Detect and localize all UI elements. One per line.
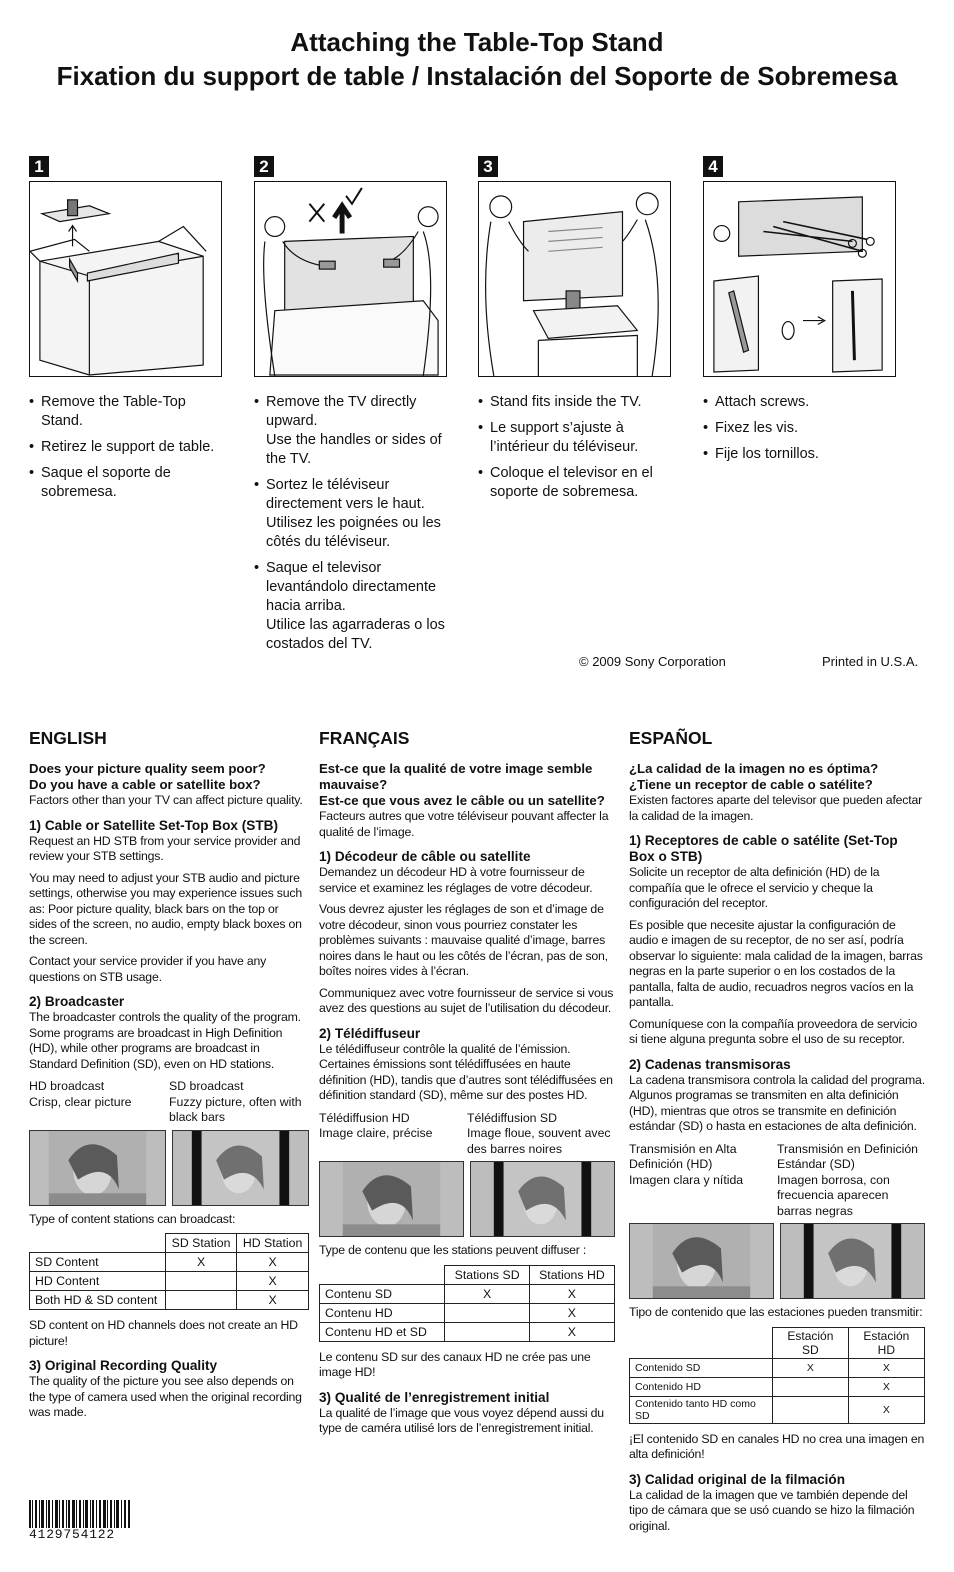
table-cell: X: [165, 1253, 236, 1272]
table-caption: Type de contenu que les stations peuvent diffuser :: [319, 1243, 587, 1257]
section-heading-1: 1) Décodeur de câble ou satellite: [319, 849, 531, 864]
paragraph: The broadcaster controls the quality of the program. Some programs are broadcast in High Definition (HD), while other programs are broadcast in Standard Definition (SD), even on HD stations.: [29, 1010, 301, 1071]
note-text: SD content on HD channels does not create an HD picture!: [29, 1318, 298, 1348]
table-cell: Contenu HD et SD: [320, 1322, 445, 1341]
paragraph: Es posible que necesite ajustar la configuración de audio e imagen de su receptor, de no ser así, podría observar lo siguiente: mala calidad de la imagen, barras negras en la parte superior o en los costados de la pantalla, falta de audio, recuadros negros vacíos en la pantalla.: [629, 917, 923, 1009]
french-column: [319, 728, 615, 1437]
table-cell: SD Content: [30, 1253, 166, 1272]
content-table: [29, 1233, 309, 1310]
broadcast-labels: [319, 1111, 615, 1158]
question-2: Do you have a cable or satellite box?: [29, 777, 261, 792]
hd-broadcast-label: Télédiffusion HD Image claire, précise: [319, 1110, 433, 1140]
english-column: [29, 728, 309, 1421]
step-3-en: • Stand fits inside the TV.: [478, 393, 678, 412]
table-header-cell: SD Station: [165, 1234, 236, 1253]
intro-text: Factors other than your TV can affect picture quality.: [29, 793, 303, 807]
section-heading-2: 2) Cadenas transmisoras: [629, 1056, 791, 1072]
paragraph: You may need to adjust your STB audio and picture settings, otherwise you may experience issues such as: Poor picture quality, black bars on the top or sides of the screen, no audio, empty black boxes on the screen.: [29, 870, 302, 947]
step-4-en: • Attach screws.: [703, 393, 903, 412]
broadcast-labels: [29, 1079, 309, 1126]
hd-broadcast-label: Transmisión en Alta Definición (HD) Imagen clara y nítida: [629, 1141, 744, 1187]
table-cell: [165, 1272, 236, 1291]
step-4-es: • Fije los tornillos.: [703, 445, 903, 464]
table-cell: [165, 1291, 236, 1310]
table-header-cell: [320, 1265, 445, 1284]
sd-broadcast-label: Télédiffusion SD Image floue, souvent avec des barres noires: [467, 1110, 611, 1156]
table-cell: [773, 1377, 849, 1396]
section-heading-3: 3) Qualité de l’enregistrement initial: [319, 1389, 550, 1405]
sd-sample-photo: [172, 1130, 309, 1206]
table-cell: X: [237, 1272, 309, 1291]
table-row: [320, 1284, 615, 1303]
paragraph: Request an HD STB from your service provider and review your STB settings.: [29, 833, 301, 863]
table-cell: Contenu HD: [320, 1303, 445, 1322]
barcode-icon: [29, 1500, 131, 1528]
step-4-instructions: [703, 393, 903, 471]
table-cell: X: [237, 1253, 309, 1272]
question-1: ¿La calidad de la imagen no es óptima?: [629, 761, 879, 776]
table-row: [630, 1377, 925, 1396]
table-header-cell: Stations SD: [445, 1265, 529, 1284]
step-number-2: 2: [254, 156, 274, 177]
step-1-en: • Remove the Table-Top Stand.: [29, 393, 229, 431]
language-heading: ESPAÑOL: [629, 728, 713, 748]
table-cell: X: [529, 1284, 614, 1303]
section-heading-3: 3) Original Recording Quality: [29, 1358, 218, 1373]
table-cell: HD Content: [30, 1272, 166, 1291]
step-number-1: 1: [29, 156, 49, 177]
section-heading-2: 2) Télédiffuseur: [319, 1025, 421, 1041]
hd-broadcast-label: HD broadcast Crisp, clear picture: [29, 1079, 132, 1109]
table-row: [320, 1303, 615, 1322]
question-1: Does your picture quality seem poor?: [29, 761, 266, 776]
question-1: Est-ce que la qualité de votre image semble mauvaise?: [319, 761, 593, 792]
step-4-illustration: [703, 181, 896, 377]
copyright: © 2009 Sony Corporation: [579, 654, 726, 669]
table-header-cell: Estación SD: [773, 1327, 849, 1358]
note-text: Le contenu SD sur des canaux HD ne crée pas une image HD!: [319, 1349, 591, 1379]
sd-broadcast-label: Transmisión en Definición Estándar (SD) Imagen borrosa, con frecuencia aparecen barras negras: [777, 1141, 919, 1218]
step-3-instructions: [478, 393, 678, 509]
table-row: [630, 1358, 925, 1377]
table-cell: X: [529, 1303, 614, 1322]
table-cell: Contenido tanto HD como SD: [630, 1396, 773, 1423]
table-row: [30, 1253, 309, 1272]
hd-sample-photo: [319, 1161, 464, 1237]
intro-text: Existen factores aparte del televisor que pueden afectar la calidad de la imagen.: [629, 793, 922, 823]
table-cell: X: [529, 1322, 614, 1341]
step-1-instructions: [29, 393, 229, 509]
content-table: [629, 1327, 925, 1424]
paragraph: Le télédiffuseur contrôle la qualité de l’émission. Certaines émissions sont télédiffusées en haute définition (HD), tandis que d’autres sont télédiffusées en définition standard (SD), même sur des postes HD.: [319, 1041, 613, 1102]
paragraph: La calidad de la imagen que ve también depende del tipo de cámara que se usó cuando se hizo la filmación original.: [629, 1487, 915, 1533]
table-row: [30, 1291, 309, 1310]
language-heading: FRANÇAIS: [319, 728, 410, 748]
step-1-illustration: [29, 181, 222, 377]
question-2: ¿Tiene un receptor de cable o satélite?: [629, 777, 873, 792]
table-cell: [445, 1303, 529, 1322]
comparison-photos: [29, 1130, 309, 1206]
page-title: Attaching the Table-Top Stand: [290, 27, 664, 57]
table-header-cell: Stations HD: [529, 1265, 614, 1284]
table-header-cell: [30, 1234, 166, 1253]
table-cell: X: [237, 1291, 309, 1310]
table-caption: Tipo de contenido que las estaciones pueden transmitir:: [629, 1305, 923, 1319]
paragraph: Solicite un receptor de alta definición (HD) de la compañía que le ofrece el servicio y cheque la configuración del receptor.: [629, 865, 880, 910]
step-2-illustration: [254, 181, 447, 377]
spanish-column: [629, 728, 925, 1534]
table-row: [30, 1272, 309, 1291]
page-subtitle: Fixation du support de table / Instalación del Soporte de Sobremesa: [56, 61, 898, 91]
table-cell: [445, 1322, 529, 1341]
table-row: [320, 1322, 615, 1341]
step-3-es: • Coloque el televisor en el soporte de sobremesa.: [478, 464, 678, 502]
paragraph: The quality of the picture you see also depends on the type of camera used when the original recording was made.: [29, 1374, 302, 1419]
paragraph: La cadena transmisora controla la calidad del programa. Algunos programas se transmiten en alta definición (HD), mientras que otros se transmite en definición estándar (SD) o hasta en estaciones de alta definición.: [629, 1072, 925, 1133]
barcode-number: 4129754122: [29, 1527, 116, 1542]
step-2-en: • Remove the TV directly upward. Use the handles or sides of the TV.: [254, 393, 459, 469]
table-header-cell: Estación HD: [848, 1327, 924, 1358]
table-cell: X: [445, 1284, 529, 1303]
step-1-es: • Saque el soporte de sobremesa.: [29, 464, 229, 502]
note-text: ¡El contenido SD en canales HD no crea una imagen en alta definición!: [629, 1431, 925, 1461]
step-2-instructions: [254, 393, 459, 661]
broadcast-labels: [629, 1142, 925, 1220]
table-cell: X: [848, 1377, 924, 1396]
sd-broadcast-label: SD broadcast Fuzzy picture, often with black bars: [169, 1079, 302, 1124]
language-heading: ENGLISH: [29, 728, 107, 748]
section-heading-1: 1) Receptores de cable o satélite (Set-Top Box o STB): [629, 833, 898, 864]
table-row: [630, 1396, 925, 1423]
table-cell: Contenu SD: [320, 1284, 445, 1303]
paragraph: Vous devrez ajuster les réglages de son et d’image de votre décodeur, sinon vous pourriez constater les problèmes suivants : mauvaise qualité d’image, barres noires dans le haut ou les côtés de l’écran, pas de son, boîtes noires vides à l’écran.: [319, 902, 608, 978]
section-heading-2: 2) Broadcaster: [29, 994, 125, 1009]
table-header-cell: [630, 1327, 773, 1358]
comparison-photos: [629, 1223, 925, 1299]
section-heading-1: 1) Cable or Satellite Set-Top Box (STB): [29, 817, 278, 833]
table-cell: X: [773, 1358, 849, 1377]
step-2-fr: • Sortez le téléviseur directement vers le haut. Utilisez les poignées ou les côtés du téléviseur.: [254, 476, 459, 552]
table-cell: X: [848, 1358, 924, 1377]
paragraph: Communiquez avec votre fournisseur de service si vous avez des questions au sujet de l’utilisation du décodeur.: [319, 985, 614, 1015]
step-3-illustration: [478, 181, 671, 377]
step-4-fr: • Fixez les vis.: [703, 419, 903, 438]
step-1-fr: • Retirez le support de table.: [29, 438, 229, 457]
content-table: [319, 1265, 615, 1342]
sd-sample-photo: [780, 1223, 925, 1299]
table-cell: [773, 1396, 849, 1423]
table-cell: X: [848, 1396, 924, 1423]
paragraph: Comuníquese con la compañía proveedora de servicio si tiene alguna pregunta sobre el uso de su receptor.: [629, 1016, 918, 1046]
printed-in: Printed in U.S.A.: [822, 654, 919, 669]
step-number-4: 4: [703, 156, 723, 177]
table-caption: Type of content stations can broadcast:: [29, 1211, 236, 1226]
paragraph: La qualité de l’image que vous voyez dépend aussi du type de caméra utilisé lors de l’enregistrement initial.: [319, 1405, 604, 1435]
hd-sample-photo: [29, 1130, 166, 1206]
table-header-cell: HD Station: [237, 1234, 309, 1253]
table-cell: Contenido SD: [630, 1358, 773, 1377]
question-2: Est-ce que vous avez le câble ou un satellite?: [319, 793, 605, 808]
step-3-fr: • Le support s’ajuste à l’intérieur du téléviseur.: [478, 419, 678, 457]
sd-sample-photo: [470, 1161, 615, 1237]
intro-text: Facteurs autres que votre téléviseur pouvant affecter la qualité de l’image.: [319, 809, 609, 839]
table-cell: Contenido HD: [630, 1377, 773, 1396]
section-heading-3: 3) Calidad original de la filmación: [629, 1471, 846, 1487]
table-cell: Both HD & SD content: [30, 1291, 166, 1310]
paragraph: Demandez un décodeur HD à votre fournisseur de service et examinez les réglages de votre décodeur.: [319, 865, 593, 895]
paragraph: Contact your service provider if you have any questions on STB usage.: [29, 954, 267, 984]
hd-sample-photo: [629, 1223, 774, 1299]
step-number-3: 3: [478, 156, 498, 177]
step-2-es: • Saque el televisor levantándolo directamente hacia arriba. Utilice las agarraderas o los costados del TV.: [254, 559, 459, 654]
comparison-photos: [319, 1161, 615, 1237]
